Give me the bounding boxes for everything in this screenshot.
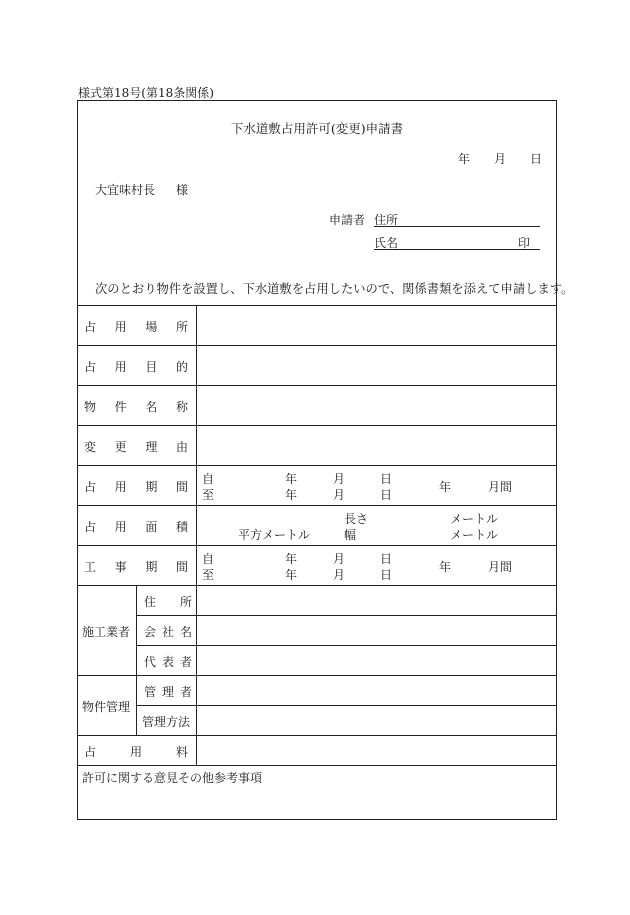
contractor-company-input[interactable] [197, 616, 556, 645]
period-duration-month[interactable]: 月間 [488, 480, 513, 494]
row-divider [78, 505, 556, 506]
management-method-label: 管理方法 [142, 715, 191, 729]
work-to-day[interactable]: 日 [380, 568, 393, 582]
remarks-input[interactable] [79, 787, 555, 819]
contractor-representative-label: 代 表 者 [144, 655, 192, 669]
contractor-representative-input[interactable] [197, 646, 556, 675]
management-group-label: 物件管理 [82, 700, 131, 714]
management-manager-input[interactable] [197, 676, 556, 705]
applicant-address-label: 住所 [374, 213, 399, 227]
contractor-company-label: 会 社 名 [144, 625, 192, 639]
work-to-label: 至 [202, 568, 215, 582]
applicant-name-label: 氏名 [374, 236, 399, 250]
area-width-label[interactable]: 幅 [344, 528, 357, 542]
period-from-day[interactable]: 日 [380, 472, 393, 486]
application-form [77, 100, 574, 820]
area-length-unit[interactable]: メートル [450, 512, 499, 526]
area-width-unit[interactable]: メートル [450, 528, 499, 542]
work-to-year[interactable]: 年 [285, 568, 298, 582]
location-input[interactable] [197, 306, 556, 345]
applicant-label: 申請者 [329, 213, 366, 227]
period-from-month[interactable]: 月 [333, 472, 346, 486]
period-to-year[interactable]: 年 [285, 488, 298, 502]
area-sqm-unit[interactable]: 平方メートル [238, 528, 311, 542]
date-month: 月 [494, 152, 507, 166]
work-from-day[interactable]: 日 [380, 552, 393, 566]
seal-mark: 印 [518, 236, 531, 250]
purpose-input[interactable] [197, 346, 556, 385]
period-from-label: 自 [202, 472, 215, 486]
work-duration-year[interactable]: 年 [439, 560, 452, 574]
row-label-fee: 占 用 料 [84, 745, 188, 759]
applicant-address-line[interactable] [374, 226, 540, 227]
management-manager-label: 管 理 者 [144, 685, 192, 699]
work-from-label: 自 [202, 552, 215, 566]
date-year: 年 [458, 152, 471, 166]
remarks-label: 許可に関する意見その他参考事項 [82, 771, 263, 785]
change-reason-input[interactable] [197, 426, 556, 465]
fee-input[interactable] [197, 736, 556, 765]
row-divider [78, 765, 556, 766]
management-method-input[interactable] [197, 706, 556, 735]
work-from-year[interactable]: 年 [285, 552, 298, 566]
contractor-address-input[interactable] [197, 586, 556, 615]
period-duration-year[interactable]: 年 [439, 480, 452, 494]
honorific: 様 [176, 183, 189, 197]
row-label-change-reason: 変 更 理 由 [84, 440, 188, 454]
work-from-month[interactable]: 月 [333, 552, 346, 566]
row-divider [78, 465, 556, 466]
contractor-group-label: 施工業者 [82, 625, 131, 639]
form-number: 様式第18号(第18条関係) [78, 86, 214, 100]
row-label-purpose: 占 用 目 的 [84, 360, 188, 374]
row-label-area: 占 用 面 積 [84, 520, 188, 534]
row-label-location: 占 用 場 所 [84, 320, 188, 334]
row-label-work-period: 工 事 期 間 [84, 560, 188, 574]
contractor-address-label: 住 所 [144, 595, 192, 609]
area-length-label[interactable]: 長さ [344, 512, 369, 526]
work-duration-month[interactable]: 月間 [488, 560, 513, 574]
statement-text: 次のとおり物件を設置し、下水道敷を占用したいので、関係書類を添えて申請します。 [95, 282, 574, 296]
item-name-input[interactable] [197, 386, 556, 425]
row-divider [78, 545, 556, 546]
form-title: 下水道敷占用許可(変更)申請書 [230, 121, 404, 136]
period-from-year[interactable]: 年 [285, 472, 298, 486]
applicant-name-line[interactable] [374, 249, 540, 250]
period-to-label: 至 [202, 488, 215, 502]
row-label-period: 占 用 期 間 [84, 480, 188, 494]
work-to-month[interactable]: 月 [333, 568, 346, 582]
period-to-day[interactable]: 日 [380, 488, 393, 502]
row-label-item-name: 物 件 名 称 [84, 400, 188, 414]
addressee: 大宜味村長 [95, 183, 156, 197]
period-to-month[interactable]: 月 [333, 488, 346, 502]
date-day: 日 [530, 152, 543, 166]
group-column-border [136, 585, 137, 735]
